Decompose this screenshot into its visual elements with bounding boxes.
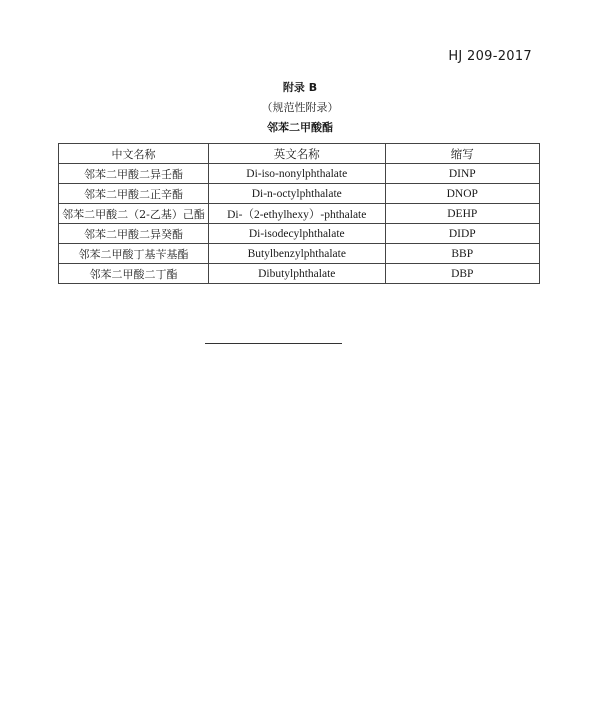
cell-english-name: Di-n-octylphthalate	[208, 184, 385, 204]
cell-english-name: Dibutylphthalate	[208, 264, 385, 284]
column-header-english-name: 英文名称	[208, 144, 385, 164]
end-of-document-line	[205, 343, 342, 344]
table-row	[59, 264, 540, 284]
cell-english-name: Di-（2-ethylhexy）-phthalate	[208, 204, 385, 224]
cell-chinese-name: 邻苯二甲酸二丁酯	[59, 264, 209, 284]
table-row	[59, 164, 540, 184]
abbreviation-table	[58, 143, 540, 284]
cell-abbreviation: DINP	[385, 164, 539, 184]
cell-abbreviation: DNOP	[385, 184, 539, 204]
cell-english-name: Di-isodecylphthalate	[208, 224, 385, 244]
table-row	[59, 184, 540, 204]
cell-abbreviation: DIDP	[385, 224, 539, 244]
table-row	[59, 224, 540, 244]
appendix-title: 邻苯二甲酸酯	[267, 121, 333, 134]
table-row	[59, 204, 540, 224]
appendix-label: 附录 B	[282, 81, 318, 94]
table-row	[59, 244, 540, 264]
cell-chinese-name: 邻苯二甲酸二异壬酯	[59, 164, 209, 184]
cell-abbreviation: DEHP	[385, 204, 539, 224]
table-body	[59, 164, 540, 284]
table-header-row	[59, 144, 540, 164]
column-header-chinese-name: 中文名称	[59, 144, 209, 164]
cell-english-name: Di-iso-nonylphthalate	[208, 164, 385, 184]
cell-chinese-name: 邻苯二甲酸二（2-乙基）己酯	[59, 204, 209, 224]
table-header	[59, 144, 540, 164]
cell-chinese-name: 邻苯二甲酸丁基苄基酯	[59, 244, 209, 264]
column-header-abbreviation: 缩写	[385, 144, 539, 164]
appendix-nature: （规范性附录）	[261, 101, 339, 114]
cell-chinese-name: 邻苯二甲酸二正辛酯	[59, 184, 209, 204]
cell-english-name: Butylbenzylphthalate	[208, 244, 385, 264]
cell-abbreviation: DBP	[385, 264, 539, 284]
cell-chinese-name: 邻苯二甲酸二异癸酯	[59, 224, 209, 244]
cell-abbreviation: BBP	[385, 244, 539, 264]
document-code: HJ 209-2017	[448, 49, 532, 64]
